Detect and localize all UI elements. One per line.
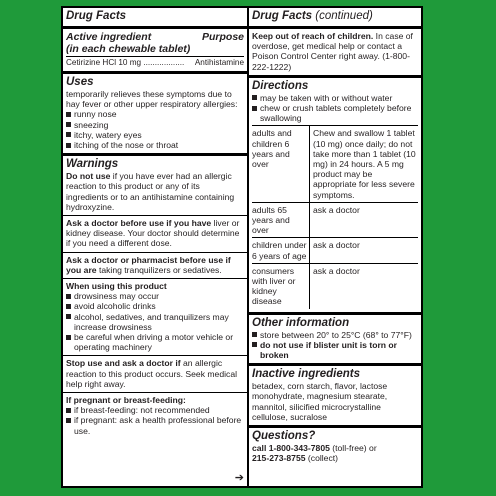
bullet-square-icon <box>66 408 71 413</box>
table-cell-who: adults and children 6 years and over <box>252 126 310 201</box>
other-information-heading: Other information <box>252 316 350 329</box>
bullet-square-icon <box>66 143 71 148</box>
uses-intro: temporarily relieves these symptoms due to hay fever or other upper respiratory allergies: <box>66 89 238 110</box>
table-cell-who: children under 6 years of age <box>252 238 310 262</box>
list-item: itchy, watery eyes <box>66 130 244 140</box>
table-row <box>252 264 418 309</box>
table-cell-what: ask a doctor <box>313 204 360 215</box>
uses-heading: Uses <box>66 76 94 88</box>
list-item: be careful when driving a motor vehicle or operating machinery <box>66 332 244 352</box>
drug-facts-header <box>63 8 247 26</box>
purpose-heading: Purpose <box>201 31 244 43</box>
bullet-square-icon <box>252 95 257 100</box>
list-item: if breast-feeding: not recommended <box>66 405 244 415</box>
directions-heading: Directions <box>252 79 309 92</box>
other-information-section <box>249 312 421 364</box>
bullet-square-icon <box>66 304 71 309</box>
keep-out-section: Keep out of reach of children. In case of overdose, get medical help or contact a Poison Control Center right away. (1-800-222-1222) <box>249 26 421 75</box>
uses-section <box>63 71 247 153</box>
bullet-square-icon <box>252 332 257 337</box>
table-row <box>252 203 418 239</box>
bullet-square-icon <box>252 106 257 111</box>
do-not-use-text: Do not use if you have ever had an allergic reaction to this product or any of its ingredients or to an antihistamine containing hydroxyzine. <box>66 171 235 212</box>
drug-facts-title: Drug Facts <box>66 10 127 22</box>
bullet-square-icon <box>66 335 71 340</box>
pregnant-heading: If pregnant or breast-feeding: <box>66 395 186 406</box>
ask-doctor-section: Ask a doctor before use if you have liver or kidney disease. Your doctor should determine if you need a different dose. <box>63 215 247 252</box>
continue-arrow-icon: ➔ <box>234 472 244 484</box>
bullet-square-icon <box>66 418 71 423</box>
directions-section <box>249 75 421 312</box>
bullet-square-icon <box>66 132 71 137</box>
table-cell-what: ask a doctor <box>313 240 360 251</box>
phone-toll-free: call 1-800-343-7805 <box>252 443 330 454</box>
active-ingredient-section <box>63 26 247 71</box>
list-item: drowsiness may occur <box>66 291 244 301</box>
bullet-square-icon <box>66 314 71 319</box>
inactive-ingredients-heading: Inactive ingredients <box>252 368 361 381</box>
list-item: may be taken with or without water <box>252 93 418 103</box>
directions-table <box>252 125 418 308</box>
pregnant-section <box>63 392 247 486</box>
inactive-ingredients-text: betadex, corn starch, flavor, lactose monohydrate, magnesium stearate, mannitol, silicified microcrystalline cellulose, sucralose <box>252 381 388 422</box>
list-item: alcohol, sedatives, and tranquilizers may increase drowsiness <box>66 312 244 332</box>
warnings-section <box>63 153 247 215</box>
stop-use-section: Stop use and ask a doctor if an allergic reaction to this product occurs. Seek medical help right away. <box>63 355 247 392</box>
questions-section: Questions? call 1-800-343-7805 (toll-free) or 215-273-8755 (collect) <box>249 425 421 486</box>
table-row <box>252 126 418 202</box>
purpose-value: Antihistamine <box>194 58 244 67</box>
list-item: do not use if blister unit is torn or broken <box>252 340 418 360</box>
inactive-ingredients-section <box>249 363 421 425</box>
active-ingredient-value: Cetirizine HCl 10 mg .................. <box>66 58 185 67</box>
table-cell-what: ask a doctor <box>313 265 360 276</box>
table-cell-who: adults 65 years and over <box>252 203 310 238</box>
bullet-square-icon <box>66 294 71 299</box>
list-item: itching of the nose or throat <box>66 140 244 150</box>
bullet-square-icon <box>66 112 71 117</box>
left-column <box>63 8 247 486</box>
bullet-square-icon <box>252 342 257 347</box>
list-item: store between 20° to 25°C (68° to 77°F) <box>252 330 418 340</box>
phone-collect: 215-273-8755 <box>252 453 306 464</box>
table-cell-who: consumers with liver or kidney disease <box>252 264 310 309</box>
drug-facts-panel <box>61 6 423 488</box>
continued-label: (continued) <box>315 10 373 22</box>
active-ingredient-subheading: (in each chewable tablet) <box>66 43 191 55</box>
ask-pharmacist-section: Ask a doctor or pharmacist before use if you are taking tranquilizers or sedatives. <box>63 252 247 278</box>
table-cell-what: Chew and swallow 1 tablet (10 mg) once daily; do not take more than 1 tablet (10 mg) in 24 hours. A 5 mg product may be appropriate for less severe symptoms. <box>313 128 416 200</box>
list-item: runny nose <box>66 109 244 119</box>
right-column <box>249 8 421 486</box>
active-ingredient-heading: Active ingredient <box>66 31 152 43</box>
list-item: sneezing <box>66 120 244 130</box>
drug-facts-title: Drug Facts <box>252 10 313 22</box>
table-row <box>252 238 418 263</box>
drug-facts-continued-header <box>249 8 421 26</box>
list-item: chew or crush tablets completely before swallowing <box>252 103 418 123</box>
list-item: if pregnant: ask a health professional before use. <box>66 415 244 435</box>
list-item: avoid alcoholic drinks <box>66 301 244 311</box>
bullet-square-icon <box>66 122 71 127</box>
when-using-heading: When using this product <box>66 281 167 292</box>
warnings-heading: Warnings <box>66 158 119 171</box>
questions-heading: Questions? <box>252 430 316 443</box>
when-using-section <box>63 278 247 355</box>
